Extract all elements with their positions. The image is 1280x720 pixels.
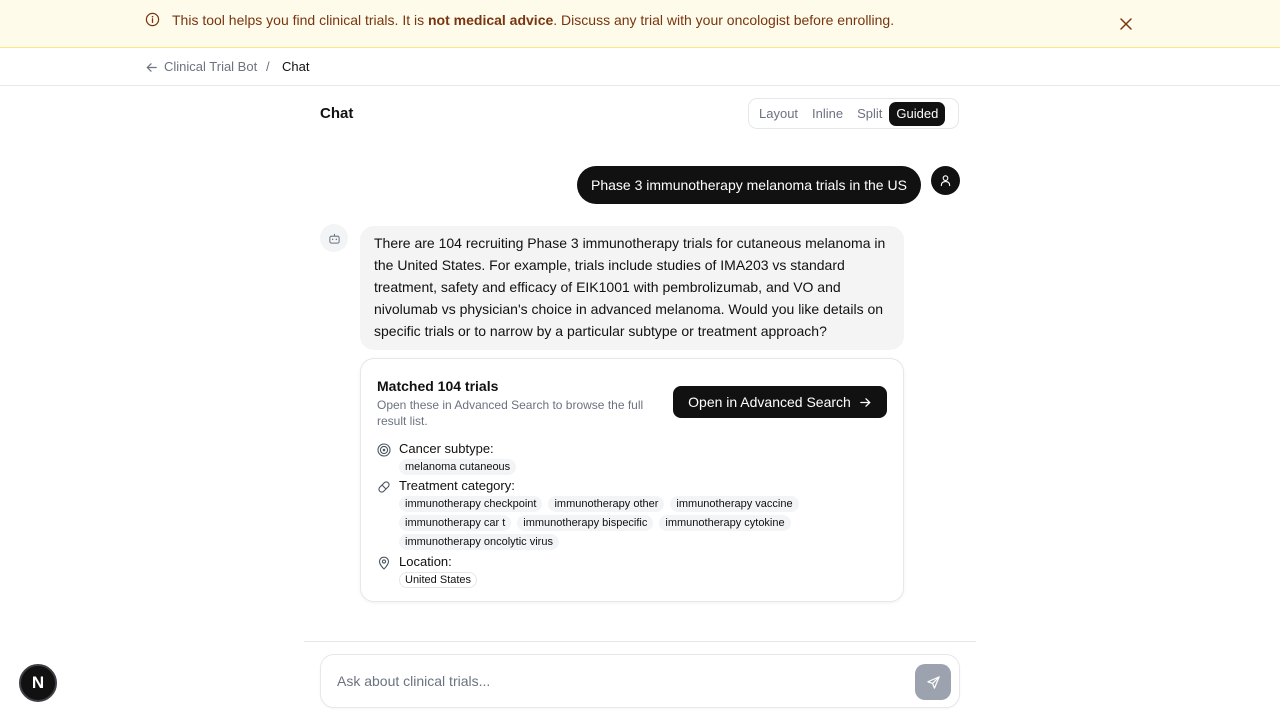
- open-advanced-search-button[interactable]: [673, 386, 887, 418]
- composer-divider: [304, 641, 976, 642]
- breadcrumb-separator: /: [266, 59, 270, 74]
- disclaimer-emphasis: not medical advice: [428, 12, 554, 28]
- bot-avatar: [320, 224, 348, 252]
- close-icon[interactable]: [1117, 15, 1135, 33]
- floating-badge[interactable]: N: [19, 664, 57, 702]
- chip: immunotherapy oncolytic virus: [399, 534, 559, 550]
- pill-icon: [377, 480, 391, 494]
- target-icon: [377, 443, 391, 457]
- results-title: Matched 104 trials: [377, 378, 499, 394]
- arrow-right-icon: [859, 396, 872, 409]
- user-icon: [939, 174, 952, 187]
- chip: immunotherapy other: [548, 496, 664, 512]
- filter-treatment-label: Treatment category:: [399, 478, 515, 493]
- bot-message: There are 104 recruiting Phase 3 immunotherapy trials for cutaneous melanoma in the United States. For example, trials include studies of IMA203 vs standard treatment, safety and efficacy of EIK1001 with pembrolizumab, and VO and nivolumab vs physician's choice in advanced melanoma. Would you like details on specific trials or to narrow by a particular subtype or treatment approach?: [360, 226, 904, 350]
- filter-subtype-chips: [399, 459, 879, 475]
- filter-location-label: Location:: [399, 554, 452, 569]
- results-card: [360, 358, 904, 602]
- chip: immunotherapy checkpoint: [399, 496, 542, 512]
- chip: immunotherapy bispecific: [517, 515, 653, 531]
- user-message: Phase 3 immunotherapy melanoma trials in the US: [577, 166, 921, 204]
- chip: melanoma cutaneous: [399, 459, 516, 475]
- results-subtitle: Open these in Advanced Search to browse the full result list.: [377, 398, 644, 428]
- info-icon: [145, 12, 160, 27]
- map-pin-icon: [377, 556, 391, 570]
- chip: United States: [399, 572, 477, 588]
- layout-option-guided[interactable]: Guided: [889, 102, 945, 126]
- disclaimer-text: This tool helps you find clinical trials. It is not medical advice. Discuss any trial with your oncologist before enrolling.: [172, 12, 895, 28]
- send-button[interactable]: [915, 664, 951, 700]
- bot-icon: [328, 232, 341, 245]
- breadcrumb: [0, 49, 1280, 86]
- send-icon: [926, 675, 941, 690]
- filter-subtype-label: Cancer subtype:: [399, 441, 494, 456]
- filter-treatment-chips: [399, 496, 879, 550]
- layout-toggle: [748, 98, 959, 129]
- composer: [320, 654, 960, 708]
- breadcrumb-current: Chat: [282, 59, 310, 74]
- breadcrumb-parent[interactable]: Clinical Trial Bot: [164, 59, 258, 74]
- chip: immunotherapy cytokine: [659, 515, 790, 531]
- disclaimer-banner: [0, 0, 1280, 48]
- page-title: Chat: [320, 105, 354, 122]
- filter-location-chips: [399, 572, 879, 588]
- layout-label: Layout: [759, 105, 799, 121]
- layout-option-inline[interactable]: Inline: [812, 105, 844, 121]
- arrow-left-icon: [145, 61, 158, 74]
- user-avatar: [931, 166, 960, 195]
- chat-input[interactable]: [337, 668, 897, 694]
- layout-option-split[interactable]: Split: [857, 105, 883, 121]
- back-link[interactable]: [145, 59, 257, 75]
- chip: immunotherapy vaccine: [670, 496, 798, 512]
- chip: immunotherapy car t: [399, 515, 511, 531]
- open-advanced-search-label: Open in Advanced Search: [688, 394, 851, 410]
